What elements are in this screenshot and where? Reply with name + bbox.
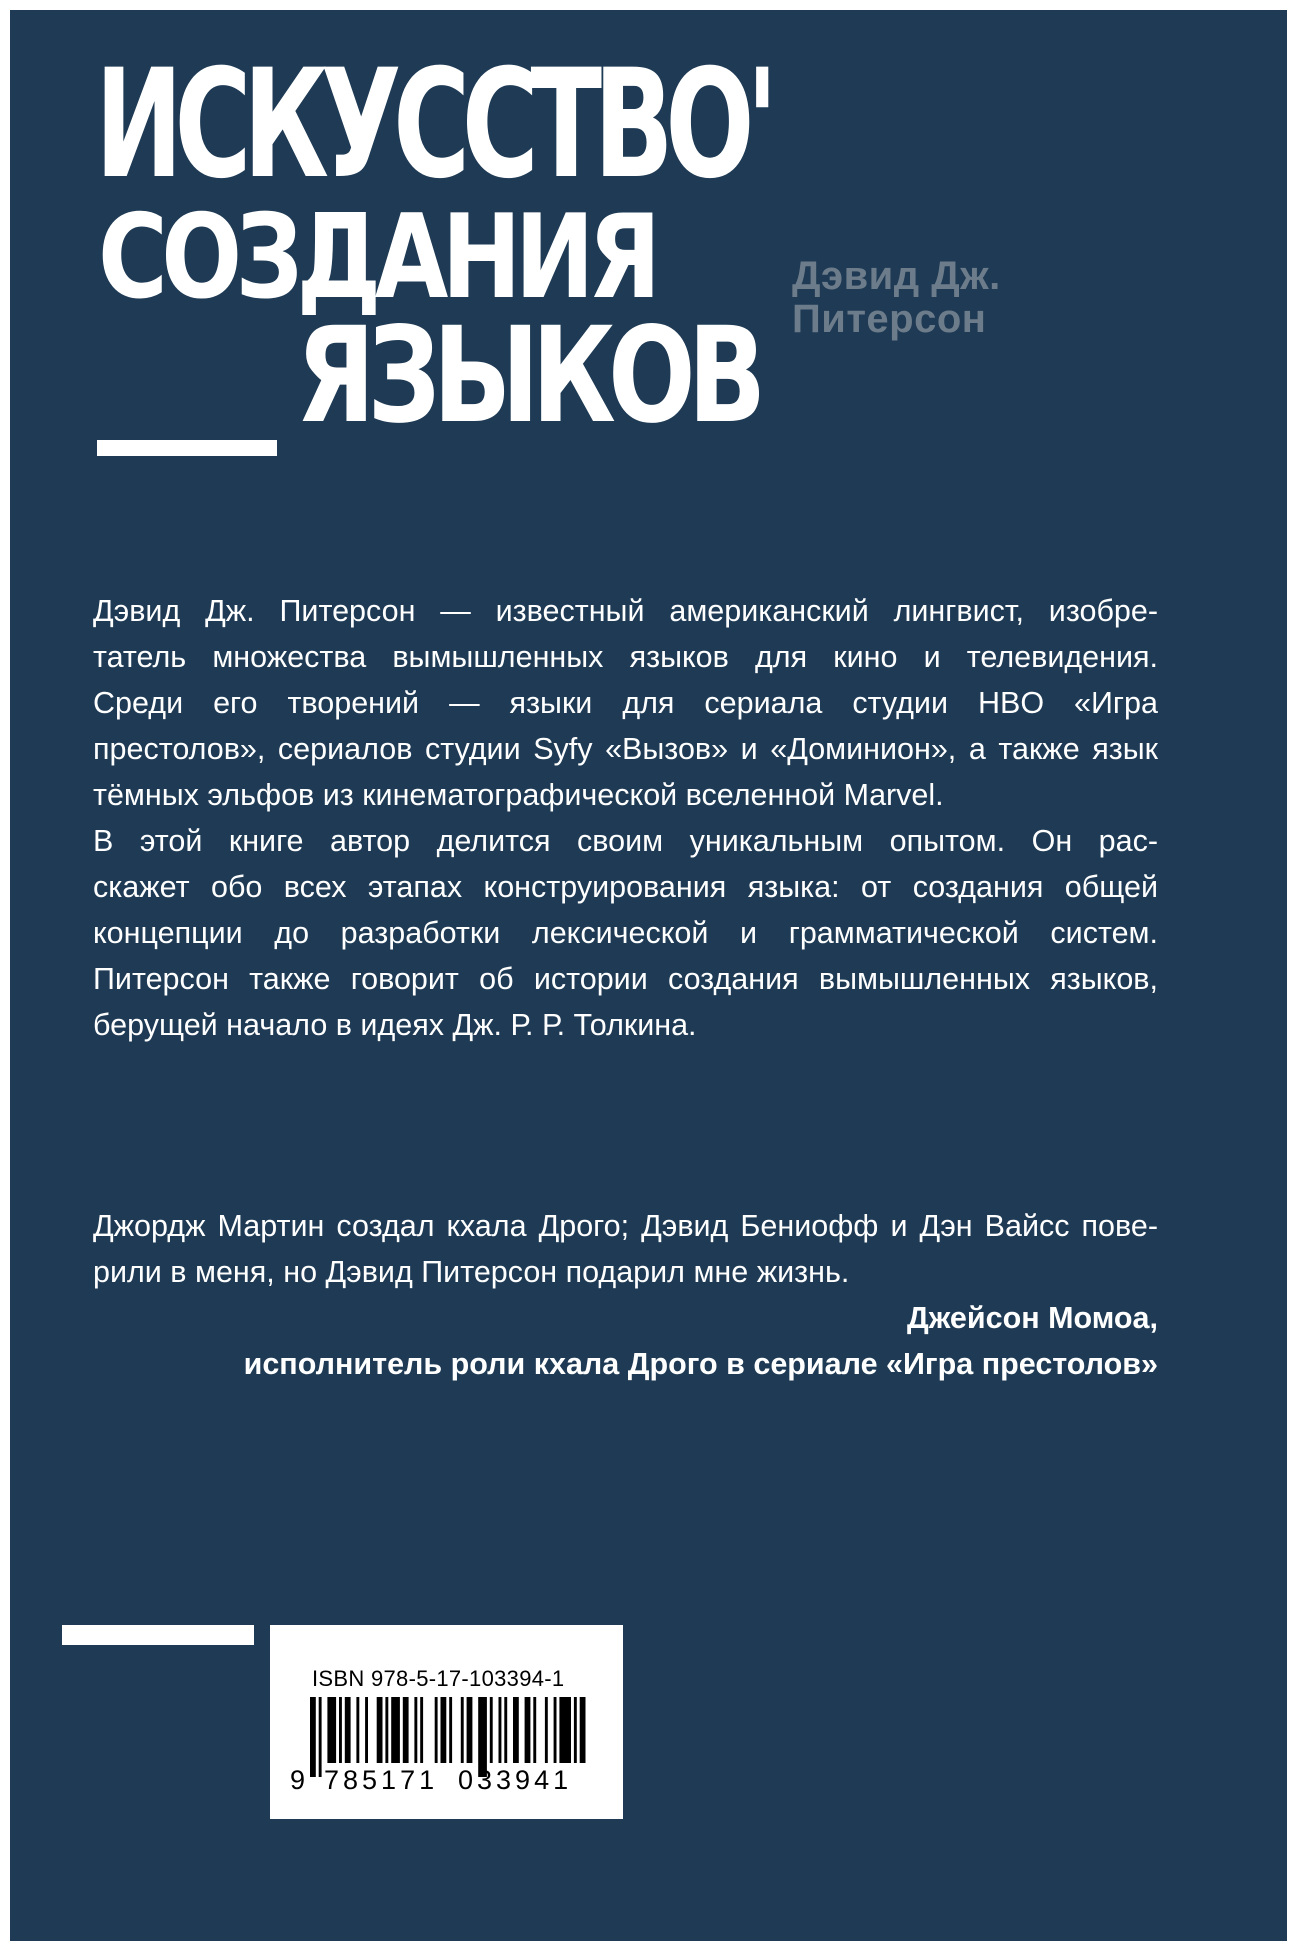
barcode-bar (499, 1697, 502, 1763)
barcode-bar (420, 1697, 423, 1763)
text-line: В этой книге автор делится своим уникальным опытом. Он рас- (93, 824, 1158, 858)
barcode-bar (365, 1697, 368, 1763)
barcode-bar (319, 1697, 322, 1777)
text-line: скажет обо всех этапах конструирования языка: от создания общей (93, 870, 1158, 904)
quote-author (93, 1295, 1158, 1387)
isbn-label: ISBN 978-5-17-103394-1 (312, 1666, 565, 1691)
text-line: татель множества вымышленных языков для кино и телевидения. (93, 640, 1158, 674)
author-name (792, 255, 1001, 341)
quote-line: Джордж Мартин создал кхала Дрого; Дэвид Бениофф и Дэн Вайсс пове- (93, 1209, 1158, 1243)
text-line: Дэвид Дж. Питерсон — известный американский лингвист, изобре- (93, 594, 1158, 628)
quote-author-line-1: Джейсон Момоа, (906, 1301, 1158, 1335)
text-line: концепции до разработки лексической и грамматической систем. (93, 916, 1158, 950)
description-paragraph-2 (93, 818, 1158, 1048)
barcode-bar (356, 1697, 359, 1763)
barcode-bar (385, 1697, 388, 1763)
text-line: Среди его творений — языки для сериала студии HBO «Игра (93, 686, 1158, 720)
barcode-bar (513, 1697, 519, 1763)
ean-first-digit: 9 (290, 1765, 306, 1795)
barcode-bar (327, 1697, 336, 1763)
barcode-bar (345, 1697, 351, 1763)
back-cover (10, 10, 1287, 1941)
barcode-bar (580, 1697, 586, 1763)
barcode-bar (449, 1697, 452, 1763)
barcode-bar (545, 1697, 548, 1763)
ean-right-digits: 033941 (458, 1765, 573, 1795)
barcode-bar (391, 1697, 400, 1763)
barcode-bar (554, 1697, 557, 1763)
text-line: тёмных эльфов из кинематографической вселенной Marvel. (93, 778, 944, 812)
author-name-line-1: Дэвид Дж. (792, 254, 1001, 298)
barcode-bar (339, 1697, 342, 1763)
barcode-bar (441, 1697, 447, 1763)
title-dash (97, 440, 277, 456)
barcode-bar (435, 1697, 438, 1763)
author-name-line-2: Питерсон (792, 297, 987, 341)
decorative-bar (62, 1625, 254, 1645)
title-line-2: СОЗДАНИЯ (98, 190, 655, 325)
text-line: берущей начало в идеях Дж. Р. Р. Толкина. (93, 1008, 697, 1042)
blurb-quote (93, 1203, 1158, 1387)
title-line-1: ИСКУССТВО' (95, 38, 770, 212)
barcode-bar (403, 1697, 409, 1763)
quote-line: рили в меня, но Дэвид Питерсон подарил мне жизнь. (93, 1255, 850, 1289)
book-description (93, 588, 1158, 1048)
barcode-bar (559, 1697, 571, 1763)
barcode-bar (533, 1697, 536, 1763)
quote-author-line-2: исполнитель роли кхала Дрого в сериале «Игра престолов» (243, 1347, 1158, 1381)
barcode-bar (490, 1697, 493, 1763)
ean-left-digits: 785171 (324, 1765, 439, 1795)
barcode-bar (461, 1697, 464, 1763)
barcode-bar (467, 1697, 473, 1763)
text-line: престолов», сериалов студии Syfy «Вызов» и «Доминион», а также язык (93, 732, 1158, 766)
barcode-bar (525, 1697, 531, 1763)
barcode-bar (414, 1697, 417, 1763)
barcode-bar (377, 1697, 383, 1763)
description-paragraph-1 (93, 588, 1158, 818)
barcode-bar (574, 1697, 577, 1763)
barcode-bar (310, 1697, 316, 1777)
barcode-bar (504, 1697, 507, 1763)
title-line-3: ЯЗЫКОВ (296, 299, 759, 453)
text-line: Питерсон также говорит об истории создания вымышленных языков, (93, 962, 1158, 996)
